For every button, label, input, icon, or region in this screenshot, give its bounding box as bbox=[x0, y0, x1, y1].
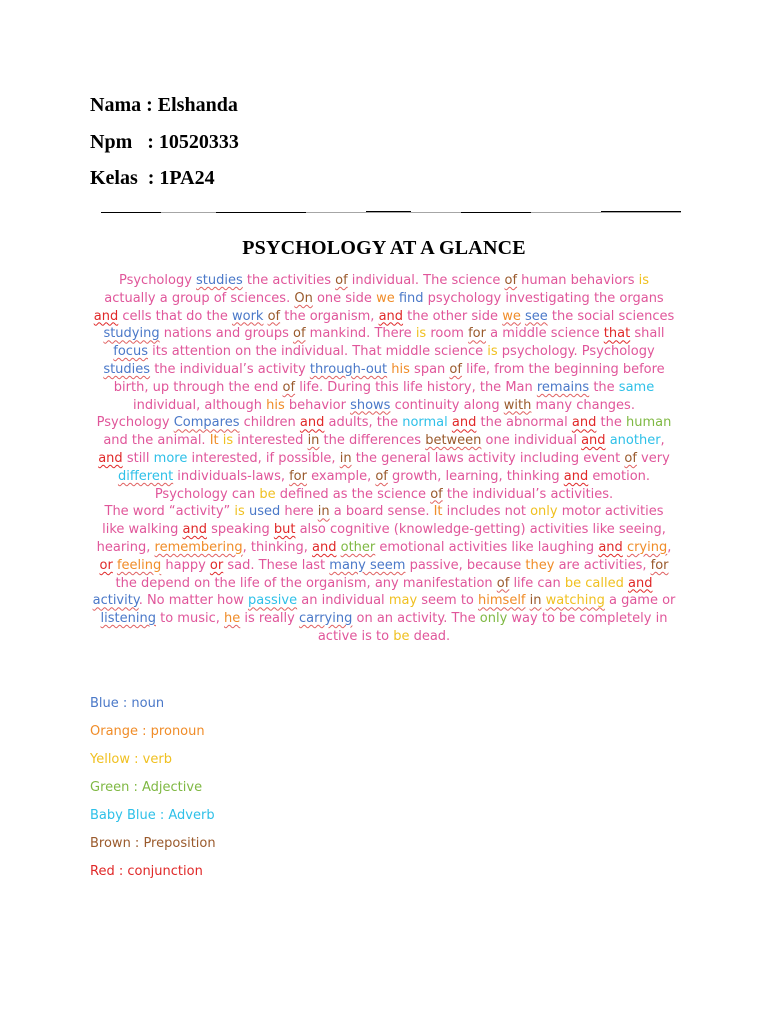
word-run: in bbox=[307, 433, 320, 449]
word-run: and bbox=[451, 415, 477, 431]
word-run: and bbox=[312, 539, 337, 555]
word-run: the bbox=[596, 415, 626, 431]
word-run: life can bbox=[509, 575, 565, 591]
word-run: only bbox=[530, 504, 558, 520]
word-run: span bbox=[409, 361, 450, 377]
word-run: and bbox=[628, 575, 653, 591]
word-run: its attention on the individual. That middle science bbox=[147, 344, 488, 360]
word-run: he bbox=[224, 611, 241, 627]
word-run: defined as the science bbox=[275, 486, 431, 502]
essay-body bbox=[92, 272, 676, 646]
word-run: behavior bbox=[284, 397, 351, 413]
word-run: is bbox=[415, 326, 427, 342]
word-run: actually a group of sciences. bbox=[104, 290, 295, 306]
word-run: sad. These last bbox=[223, 557, 330, 573]
word-run: the individual’s activities. bbox=[442, 486, 614, 502]
word-run: and bbox=[581, 433, 606, 449]
word-run: may bbox=[388, 593, 418, 609]
word-run: the abnormal bbox=[476, 415, 572, 431]
word-run: also cognitive (knowledge-getting) activities like seeing, hearing, bbox=[96, 522, 666, 555]
word-run: work bbox=[231, 308, 264, 324]
word-run: very bbox=[636, 450, 670, 466]
legend-item: Baby Blue : Adverb bbox=[90, 808, 215, 823]
word-run: that bbox=[603, 326, 631, 342]
color-legend bbox=[90, 695, 216, 891]
word-run: , bbox=[667, 539, 672, 555]
word-run: way to be completely in active is to bbox=[317, 611, 668, 644]
word-run: of bbox=[282, 379, 296, 395]
word-run: includes not bbox=[442, 504, 531, 520]
paragraph-1 bbox=[92, 272, 676, 414]
word-run: growth, learning, thinking bbox=[387, 468, 564, 484]
word-run: of bbox=[624, 450, 637, 466]
word-run: of bbox=[496, 575, 510, 591]
word-run: life, from the beginning before birth, up through the end bbox=[113, 361, 665, 395]
word-run: and bbox=[182, 522, 207, 538]
word-run: we bbox=[502, 308, 521, 324]
word-run: more bbox=[153, 450, 188, 466]
page-title: PSYCHOLOGY AT A GLANCE bbox=[242, 237, 526, 259]
word-run: remembering bbox=[154, 539, 243, 555]
word-run: and bbox=[563, 468, 589, 484]
word-run: feeling bbox=[116, 557, 162, 573]
legend-item: Yellow : verb bbox=[90, 752, 172, 767]
word-run: one side bbox=[312, 290, 377, 306]
word-run: and bbox=[98, 450, 123, 466]
word-run: to music, bbox=[155, 611, 224, 627]
word-run: the bbox=[589, 379, 619, 395]
word-run: for bbox=[650, 557, 669, 573]
word-run: of bbox=[375, 468, 388, 484]
word-run: is bbox=[222, 433, 234, 449]
word-run: seem to bbox=[417, 593, 479, 609]
word-run: dead. bbox=[409, 628, 451, 644]
word-run: the depend on the life of the organism, any manifestation bbox=[115, 575, 497, 591]
word-run: on an activity. The bbox=[352, 611, 480, 627]
word-run: human behaviors bbox=[517, 273, 639, 288]
word-run: one individual bbox=[481, 433, 582, 449]
word-run: the differences bbox=[319, 433, 426, 449]
word-run: interested bbox=[233, 433, 308, 449]
word-run: . No matter how bbox=[138, 593, 249, 609]
word-run: emotion. Psychology can bbox=[154, 468, 651, 502]
word-run: and bbox=[598, 539, 623, 555]
word-run: of bbox=[293, 326, 306, 342]
word-run: the general laws activity including event bbox=[351, 450, 625, 466]
word-run: and bbox=[299, 415, 325, 431]
word-run: through-out bbox=[309, 361, 388, 377]
legend-item: Red : conjunction bbox=[90, 864, 203, 879]
word-run: in bbox=[317, 504, 330, 520]
word-run: of bbox=[267, 308, 281, 324]
word-run: carrying bbox=[298, 611, 353, 627]
word-run: adults, the bbox=[324, 415, 403, 431]
word-run: interested, if possible, bbox=[187, 450, 340, 466]
word-run: for bbox=[468, 326, 486, 342]
word-run: with bbox=[503, 397, 532, 413]
word-run: the social sciences bbox=[547, 308, 675, 324]
word-run: they bbox=[525, 557, 555, 573]
word-run: himself bbox=[478, 593, 526, 609]
word-run: passive, because bbox=[405, 557, 526, 573]
horizontal-rule bbox=[101, 211, 681, 214]
word-run: and bbox=[93, 308, 119, 324]
word-run: motor activities like walking bbox=[102, 504, 664, 538]
word-run: On bbox=[294, 290, 313, 306]
word-run: mankind. There bbox=[305, 326, 416, 342]
word-run: normal bbox=[402, 415, 448, 431]
word-run: crying bbox=[626, 539, 668, 555]
npm-line: Npm : 10520333 bbox=[90, 131, 239, 153]
word-run: a middle science bbox=[485, 326, 604, 342]
word-run: of bbox=[430, 486, 443, 502]
word-run: be bbox=[393, 628, 410, 644]
word-run: be bbox=[259, 486, 276, 502]
legend-item: Orange : pronoun bbox=[90, 724, 205, 739]
word-run: see bbox=[524, 308, 548, 324]
word-run: or bbox=[99, 557, 113, 573]
legend-item: Blue : noun bbox=[90, 696, 165, 711]
word-run: different bbox=[117, 468, 174, 484]
word-run: continuity along bbox=[390, 397, 504, 413]
word-run: Psychology bbox=[96, 415, 174, 431]
word-run: between bbox=[425, 433, 482, 449]
name-line: Nama : Elshanda bbox=[90, 94, 238, 116]
word-run: the other side bbox=[403, 308, 503, 324]
word-run: individual, although bbox=[133, 397, 267, 413]
word-run: is bbox=[638, 273, 650, 288]
word-run: many changes. bbox=[531, 397, 635, 413]
word-run: studies bbox=[196, 273, 243, 288]
word-run: the individual’s activity bbox=[150, 361, 310, 377]
word-run: his bbox=[391, 361, 410, 377]
word-run: and the animal. bbox=[103, 433, 210, 449]
word-run: focus bbox=[113, 344, 148, 360]
word-run: Psychology bbox=[118, 273, 197, 288]
word-run: for bbox=[289, 468, 307, 484]
word-run: his bbox=[266, 397, 285, 413]
word-run: , bbox=[660, 433, 665, 449]
word-run: example, bbox=[306, 468, 376, 484]
word-run: or bbox=[209, 557, 224, 573]
word-run: psychology investigating the organs bbox=[423, 290, 664, 306]
word-run: used bbox=[248, 504, 281, 520]
word-run: we bbox=[376, 290, 395, 306]
word-run: The word “activity” bbox=[104, 504, 235, 520]
word-run: a board sense. bbox=[329, 504, 434, 520]
word-run: shall bbox=[630, 326, 665, 342]
paragraph-2 bbox=[92, 414, 676, 503]
word-run: psychology. Psychology bbox=[497, 344, 655, 360]
word-run: only bbox=[479, 611, 508, 627]
word-run: and bbox=[571, 415, 597, 431]
word-run: is bbox=[487, 344, 498, 360]
kelas-line: Kelas : 1PA24 bbox=[90, 167, 215, 189]
word-run: individuals-laws, bbox=[173, 468, 290, 484]
word-run: shows bbox=[350, 397, 391, 413]
word-run: It bbox=[209, 433, 219, 449]
word-run: is really bbox=[240, 611, 299, 627]
word-run: watching bbox=[545, 593, 605, 609]
word-run: same bbox=[618, 379, 655, 395]
word-run: children bbox=[239, 415, 300, 431]
word-run: but bbox=[273, 522, 296, 538]
word-run: human bbox=[625, 415, 672, 431]
word-run: life. During this life history, the Man bbox=[295, 379, 537, 395]
word-run: be called bbox=[564, 575, 624, 591]
word-run: individual. The science bbox=[347, 273, 505, 288]
word-run: cells that do the bbox=[118, 308, 232, 324]
word-run: room bbox=[426, 326, 469, 342]
word-run: studies bbox=[103, 361, 151, 377]
word-run: the activities bbox=[242, 273, 336, 288]
word-run: emotional activities like laughing bbox=[375, 539, 599, 555]
word-run: , thinking, bbox=[242, 539, 312, 555]
word-run: a game or bbox=[604, 593, 676, 609]
word-run: of bbox=[449, 361, 462, 377]
word-run: an individual bbox=[297, 593, 389, 609]
word-run: here bbox=[280, 504, 318, 520]
word-run: happy bbox=[161, 557, 210, 573]
word-run: the organism, bbox=[280, 308, 379, 324]
word-run: passive bbox=[248, 593, 298, 609]
word-run: many seem bbox=[329, 557, 406, 573]
paragraph-3 bbox=[92, 503, 676, 645]
legend-item: Green : Adjective bbox=[90, 780, 203, 795]
word-run: in bbox=[339, 450, 352, 466]
word-run: still bbox=[122, 450, 154, 466]
word-run: in bbox=[529, 593, 542, 609]
word-run: remains bbox=[536, 379, 590, 395]
word-run: of bbox=[335, 273, 348, 288]
word-run: It bbox=[433, 504, 443, 520]
word-run: other bbox=[340, 539, 376, 555]
legend-item: Brown : Preposition bbox=[90, 836, 216, 851]
word-run: of bbox=[504, 273, 518, 288]
word-run: Compares bbox=[173, 415, 240, 431]
word-run: another bbox=[609, 433, 661, 449]
word-run: and bbox=[378, 308, 404, 324]
word-run: listening bbox=[100, 611, 156, 627]
word-run: speaking bbox=[206, 522, 274, 538]
word-run: nations and groups bbox=[159, 326, 294, 342]
word-run: find bbox=[398, 290, 424, 306]
word-run: are activities, bbox=[554, 557, 651, 573]
word-run: studying bbox=[103, 326, 160, 342]
word-run: is bbox=[234, 504, 245, 520]
word-run: activity bbox=[92, 593, 139, 609]
